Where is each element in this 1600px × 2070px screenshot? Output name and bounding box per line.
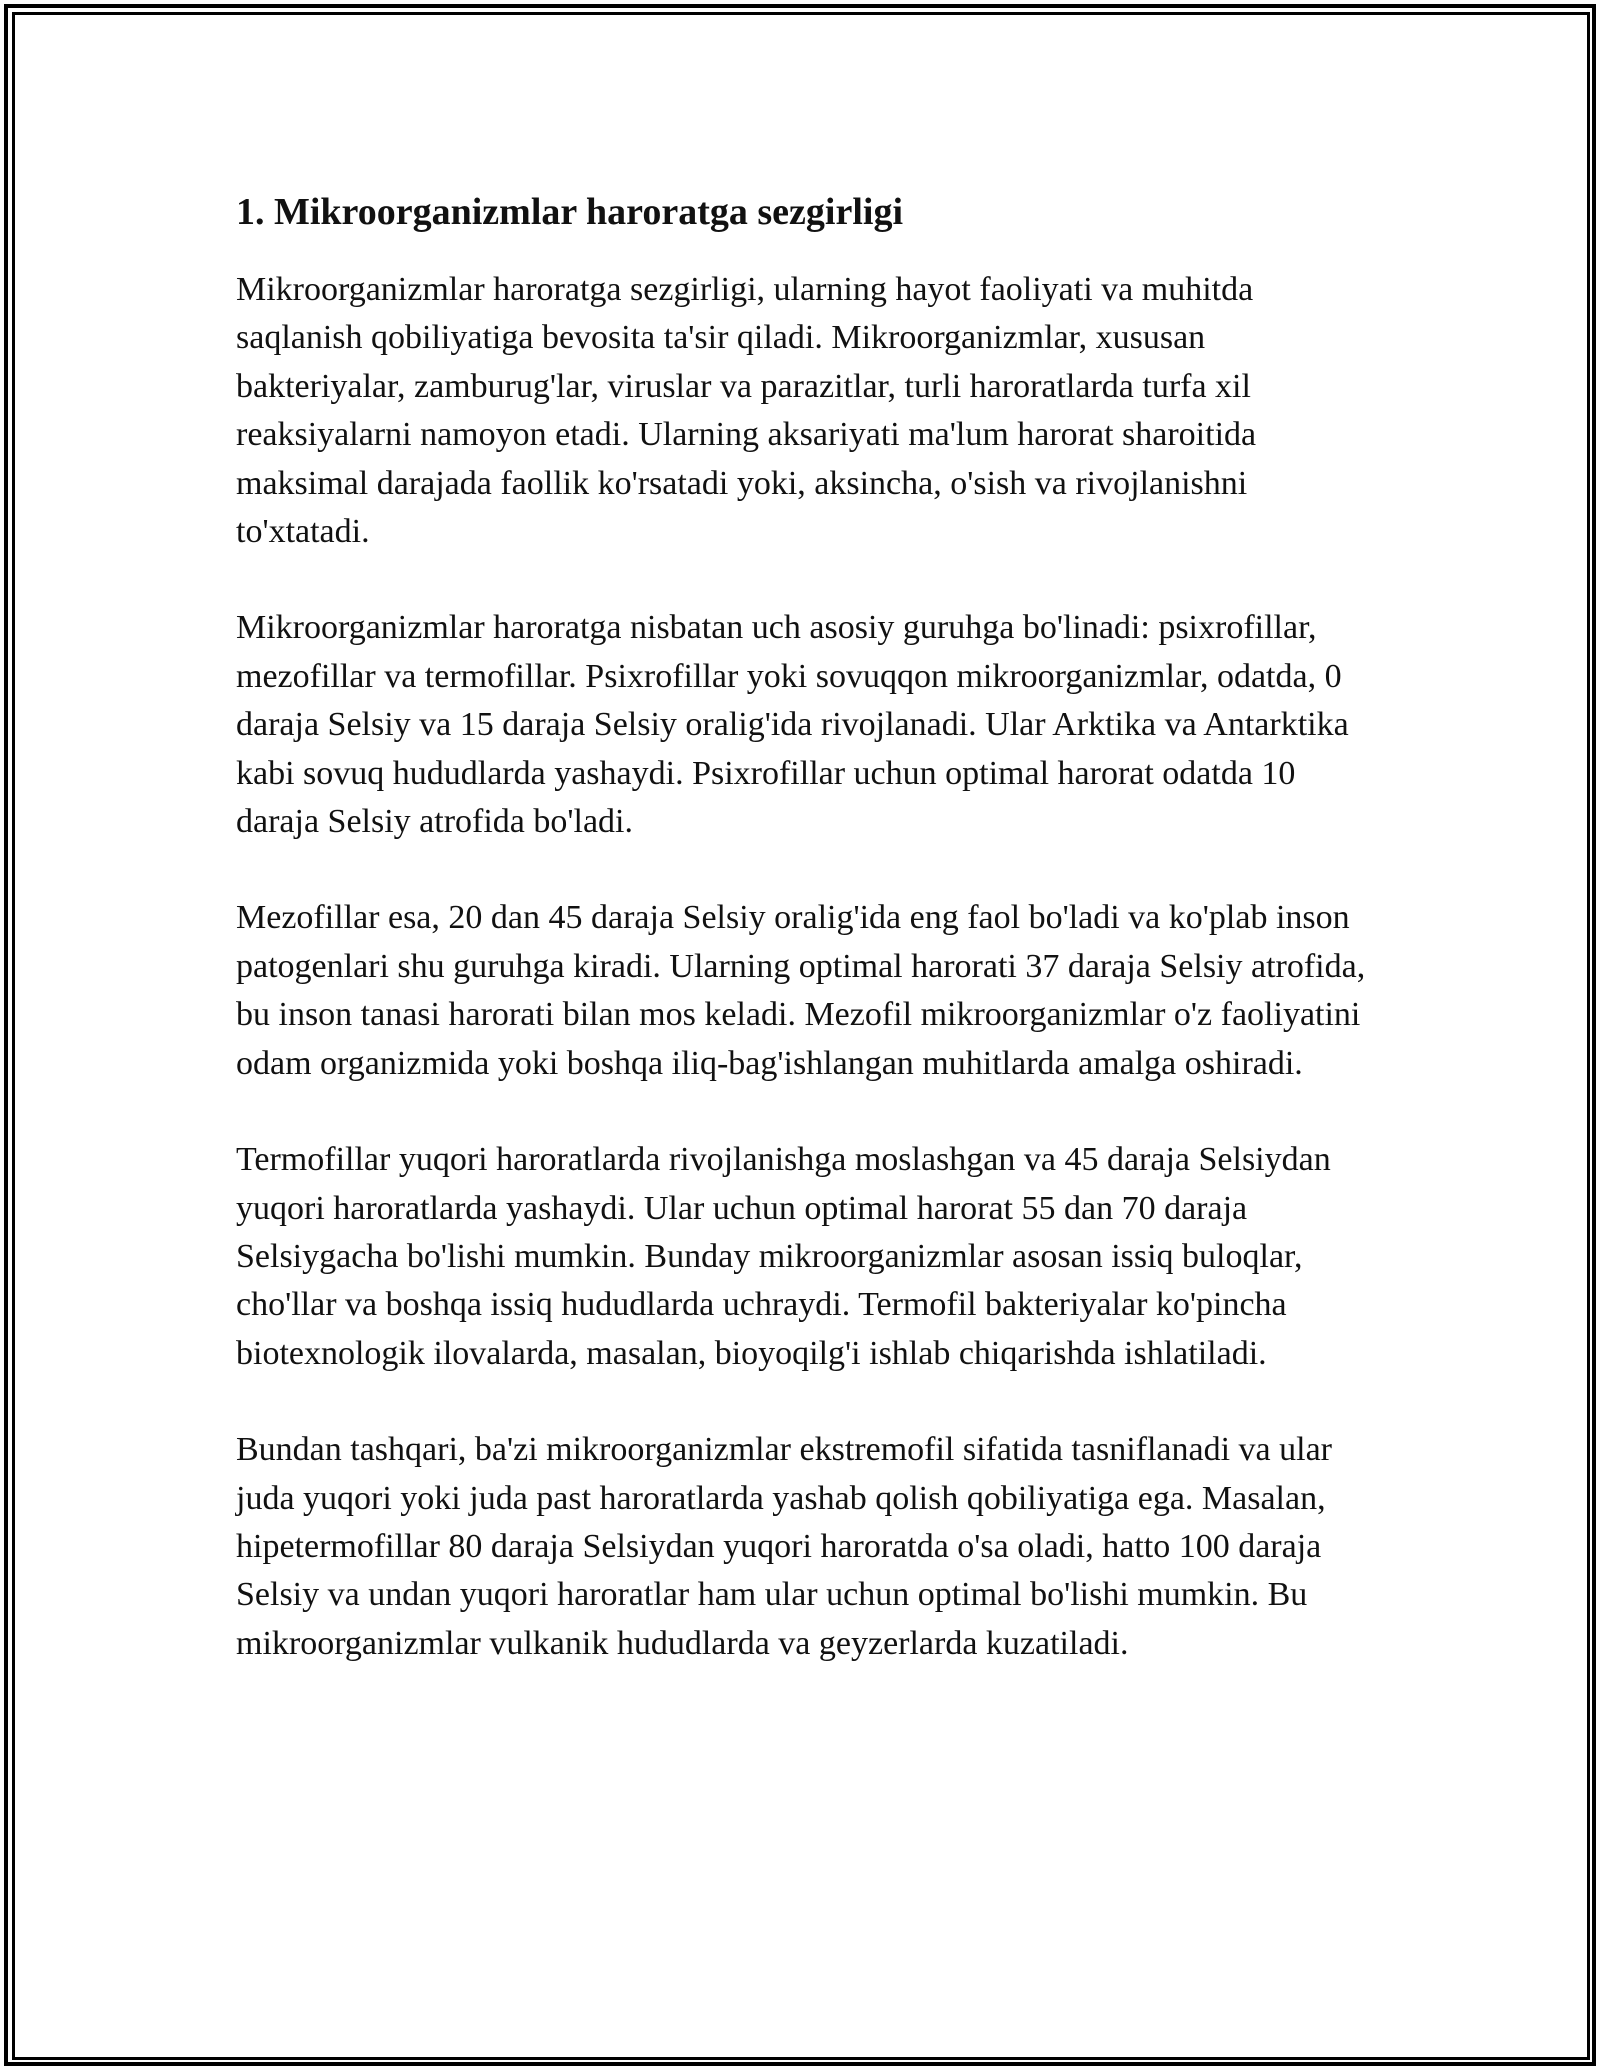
paragraph-mesophiles: Mezofillar esa, 20 dan 45 daraja Selsiy oralig'ida eng faol bo'ladi va ko'plab inson patogenlari shu guruhga kiradi. Ularning optimal harorati 37 daraja Selsiy atrofida, bu inson tanasi harorati bilan mos keladi. Mezofil mikroorganizmlar o'z faoliyatini odam organizmida yoki boshqa iliq-bag'ishlangan muhitlarda amalga oshiradi. — [236, 899, 1366, 1082]
paragraph-thermophiles: Termofillar yuqori haroratlarda rivojlanishga moslashgan va 45 daraja Selsiydan yuqori haroratlarda yashaydi. Ular uchun optimal harorat 55 dan 70 daraja Selsiygacha bo'lishi mumkin. Bunday mikroorganizmlar asosan issiq buloqlar, cho'llar va boshqa issiq hududlarda uchraydi. Termofil bakteriyalar ko'pincha biotexnologik ilovalarda, masalan, bioyoqilg'i ishlab chiqarishda ishlatiladi. — [236, 1141, 1331, 1372]
paragraph-extremophiles: Bundan tashqari, ba'zi mikroorganizmlar ekstremofil sifatida tasniflanadi va ular juda yuqori yoki juda past haroratlarda yashab qolish qobiliyatiga ega. Masalan, hipetermofillar 80 daraja Selsiydan yuqori haroratda o'sa oladi, hatto 100 daraja Selsiy va undan yuqori haroratlar ham ular uchun optimal bo'lishi mumkin. Bu mikroorganizmlar vulkanik hududlarda va geyzerlarda kuzatiladi. — [236, 1431, 1332, 1662]
paragraph-intro: Mikroorganizmlar haroratga sezgirligi, ularning hayot faoliyati va muhitda saqlanish qobiliyatiga bevosita ta'sir qiladi. Mikroorganizmlar, xususan bakteriyalar, zamburug'lar, viruslar va parazitlar, turli haroratlarda turfa xil reaksiyalarni namoyon etadi. Ularning aksariyati ma'lum harorat sharoitida maksimal darajada faollik ko'rsatadi yoki, aksincha, o'sish va rivojlanishni to'xtatadi. — [236, 271, 1257, 551]
paragraph-groups-psychrophiles: Mikroorganizmlar haroratga nisbatan uch asosiy guruhga bo'linadi: psixrofillar, mezofillar va termofillar. Psixrofillar yoki sovuqqon mikroorganizmlar, odatda, 0 daraja Selsiy va 15 daraja Selsiy oralig'ida rivojlanadi. Ular Arktika va Antarktika kabi sovuq hududlarda yashaydi. Psixrofillar uchun optimal harorat odatda 10 daraja Selsiy atrofida bo'ladi. — [236, 609, 1349, 841]
section-heading: 1. Mikroorganizmlar haroratga sezgirligi — [236, 191, 904, 233]
document-body — [236, 186, 1366, 1668]
